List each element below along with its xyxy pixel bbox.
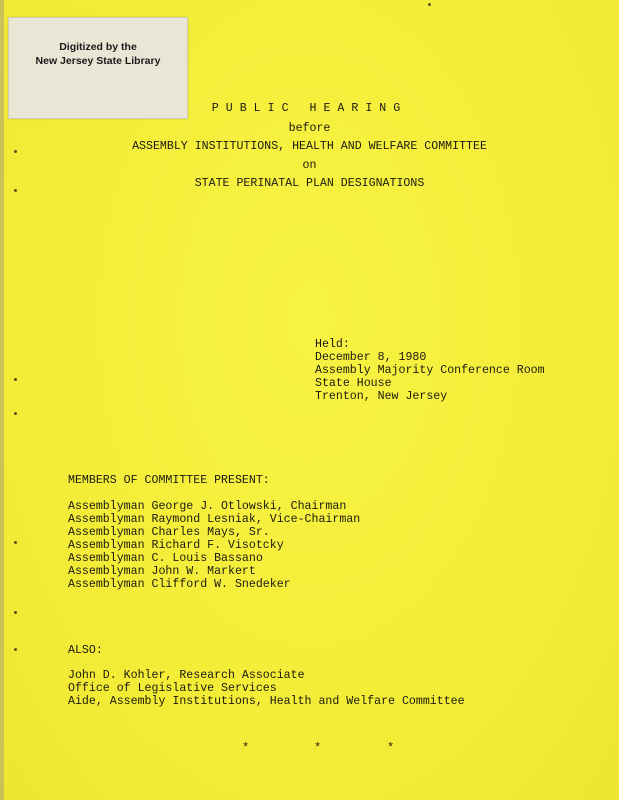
also-item: Aide, Assembly Institutions, Health and Welfare Committee <box>68 695 465 708</box>
committee-name: ASSEMBLY INSTITUTIONS, HEALTH AND WELFARE COMMITTEE <box>132 140 487 153</box>
page-speck <box>428 3 431 6</box>
on-text: on <box>302 159 317 172</box>
binding-hole <box>14 611 17 614</box>
binding-hole <box>14 541 17 544</box>
member-item: Assemblyman Charles Mays, Sr. <box>68 526 270 539</box>
binding-hole <box>14 412 17 415</box>
page-edge <box>0 0 4 800</box>
stamp-line-2: New Jersey State Library <box>35 55 161 67</box>
member-item: Assemblyman Raymond Lesniak, Vice-Chairman <box>68 513 361 526</box>
also-heading: ALSO: <box>68 644 103 657</box>
member-item: Assemblyman Clifford W. Snedeker <box>68 578 291 591</box>
before-text: before <box>288 122 331 135</box>
members-heading: MEMBERS OF COMMITTEE PRESENT: <box>68 474 270 487</box>
stamp-line-1: Digitized by the <box>59 41 137 53</box>
hearing-title: PUBLIC HEARING <box>211 102 408 115</box>
held-label: Held: <box>315 338 350 351</box>
member-item: Assemblyman George J. Otlowski, Chairman <box>68 500 347 513</box>
binding-hole <box>14 189 17 192</box>
binding-hole <box>14 648 17 651</box>
also-item: Office of Legislative Services <box>68 682 277 695</box>
held-building: State House <box>315 377 392 390</box>
hearing-subject: STATE PERINATAL PLAN DESIGNATIONS <box>194 177 425 190</box>
member-item: Assemblyman C. Louis Bassano <box>68 552 263 565</box>
also-item: John D. Kohler, Research Associate <box>68 669 305 682</box>
member-item: Assemblyman John W. Markert <box>68 565 256 578</box>
binding-hole <box>14 150 17 153</box>
binding-hole <box>14 378 17 381</box>
held-date: December 8, 1980 <box>315 351 427 364</box>
footer-star: * <box>242 741 250 755</box>
member-item: Assemblyman Richard F. Visotcky <box>68 539 284 552</box>
footer-star: * <box>387 741 395 755</box>
footer-star: * <box>314 741 322 755</box>
held-city: Trenton, New Jersey <box>315 390 448 403</box>
stamp-text <box>9 40 187 68</box>
held-room: Assembly Majority Conference Room <box>315 364 545 377</box>
